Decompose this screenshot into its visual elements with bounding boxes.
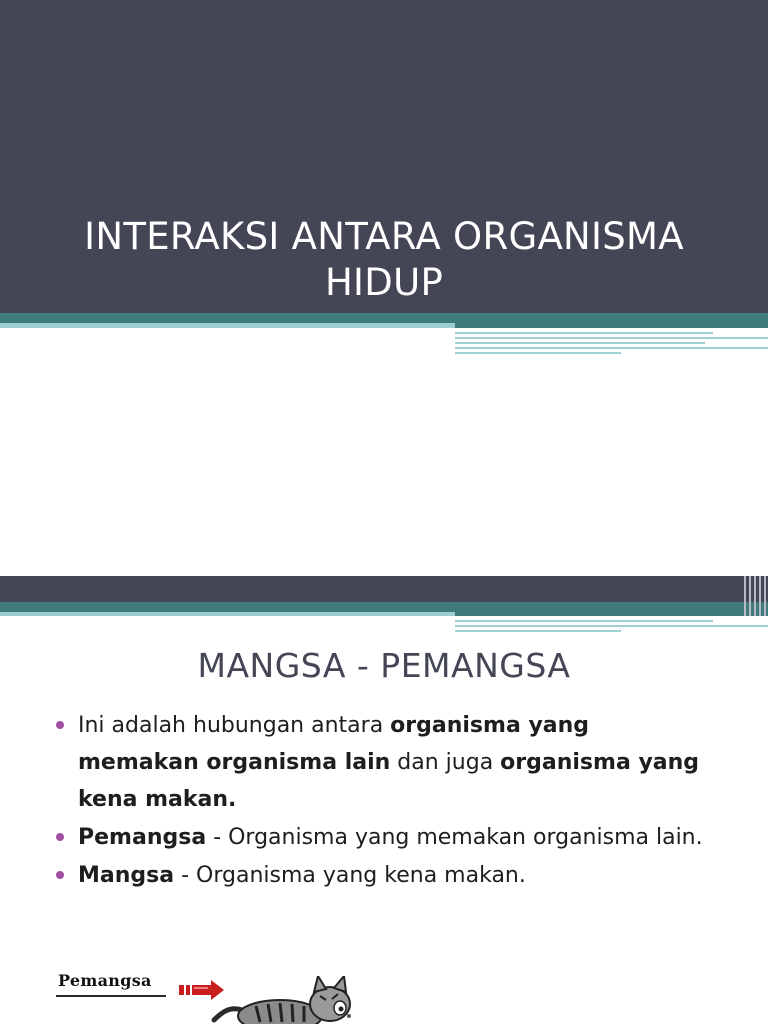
bullet-item (56, 819, 716, 856)
teal-stripe-right (455, 612, 768, 616)
teal-stripe (0, 602, 768, 612)
term-pemangsa: Pemangsa (78, 825, 207, 850)
bullet-text: dan juga (390, 750, 501, 775)
label-underline (56, 995, 166, 997)
illustration-label: Pemangsa (58, 971, 152, 990)
bullet-dot-icon (56, 871, 64, 879)
teal-stripe (0, 313, 768, 323)
title-header-band (0, 0, 768, 313)
bullet-text: - Organisma yang memakan organisma lain. (206, 825, 703, 850)
bullet-bold-text: organisma yang memakan organisma lain (78, 713, 590, 775)
accent-line (455, 620, 713, 622)
content-title: MANGSA - PEMANGSA (197, 646, 571, 685)
corner-bars (744, 576, 766, 616)
bullet-dot-icon (56, 833, 64, 841)
accent-line (455, 630, 621, 632)
teal-stripe-right (455, 323, 768, 328)
accent-line (455, 347, 768, 349)
accent-line (455, 342, 705, 344)
bullet-item (56, 707, 716, 818)
bullet-bold-text: organisma yang kena makan. (78, 750, 700, 812)
term-mangsa: Mangsa (78, 863, 175, 888)
accent-line (455, 337, 768, 339)
bullet-text: Ini adalah hubungan antara (78, 713, 391, 738)
bullet-list (56, 707, 716, 895)
cat-icon (208, 976, 368, 1024)
accent-line (455, 352, 621, 354)
light-stripe (0, 323, 455, 328)
accent-line (455, 332, 713, 334)
light-stripe (0, 612, 455, 616)
content-header-band (0, 576, 768, 602)
bullet-item (56, 857, 716, 894)
bullet-text: - Organisma yang kena makan. (174, 863, 526, 888)
accent-line (455, 625, 768, 627)
content-slide (0, 576, 768, 1024)
slide-title: INTERAKSI ANTARA ORGANISMA HIDUP (84, 215, 684, 304)
bullet-dot-icon (56, 721, 64, 729)
